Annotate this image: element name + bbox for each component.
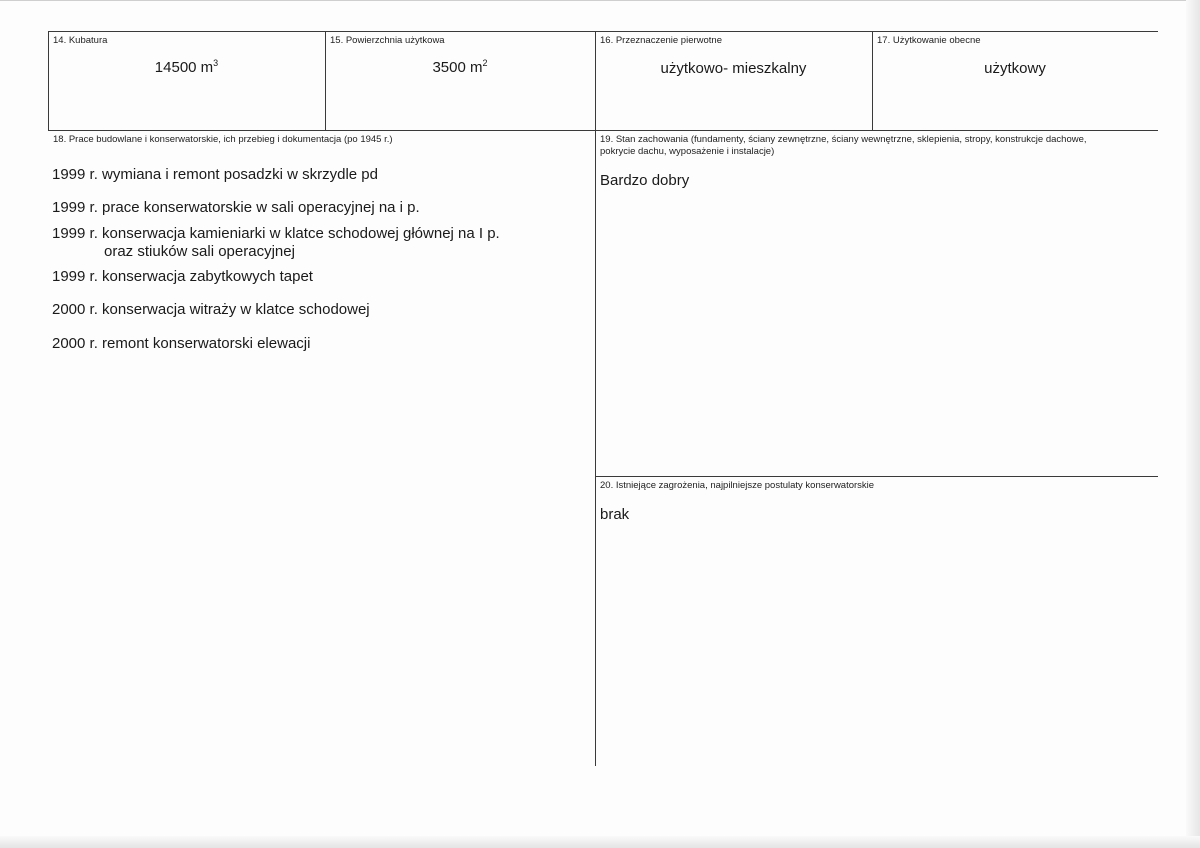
form-left-border	[48, 31, 49, 131]
field-label-powierzchnia: 15. Powierzchnia użytkowa	[330, 35, 445, 46]
field-label-uzytkowanie: 17. Użytkowanie obecne	[877, 35, 981, 46]
prace-entry	[52, 225, 500, 261]
field-label-stan: 19. Stan zachowania (fundamenty, ściany zewnętrzne, ściany wewnętrzne, sklepienia, stropy, konstrukcje dachowe, pokrycie dachu, wyposażenie i instalacje)	[600, 134, 1087, 157]
scan-edge-right	[1186, 0, 1200, 848]
field-value-stan: Bardzo dobry	[600, 172, 690, 189]
field-value-kubatura: 14500 $m^3$	[154, 58, 219, 76]
col-divider-14-15	[325, 31, 326, 131]
field-value-zagrozenia: brak	[600, 506, 630, 523]
unit-exponent: 2	[482, 58, 488, 68]
field-value-uzytkowanie: użytkowy	[984, 60, 1046, 77]
field-label-kubatura: 14. Kubatura	[53, 35, 108, 46]
prace-entry-continuation: oraz stiuków sali operacyjnej	[104, 243, 295, 260]
prace-entry: 2000 r. konserwacja witraży w klatce schodowej	[52, 301, 370, 318]
prace-entry: 1999 r. prace konserwatorskie w sali operacyjnej na i p.	[52, 199, 420, 216]
col-divider-main	[595, 31, 596, 766]
col-divider-16-17	[872, 31, 873, 131]
field-label-prace: 18. Prace budowlane i konserwatorskie, ich przebieg i dokumentacja (po 1945 r.)	[53, 134, 393, 145]
unit-exponent: 3	[213, 58, 219, 68]
form-top-border	[48, 31, 1158, 32]
field-value-przeznaczenie: użytkowo- mieszkalny	[660, 60, 807, 77]
prace-entry: 2000 r. remont konserwatorski elewacji	[52, 335, 311, 352]
field-label-przeznaczenie: 16. Przeznaczenie pierwotne	[600, 35, 722, 46]
page-top-edge	[0, 0, 1186, 1]
scan-edge-bottom	[0, 836, 1200, 848]
prace-entry: 1999 r. wymiana i remont posadzki w skrzydle pd	[52, 166, 378, 183]
prace-entry-text: 1999 r. konserwacja kamieniarki w klatce schodowej głównej na I p.	[52, 225, 500, 242]
prace-entry: 1999 r. konserwacja zabytkowych tapet	[52, 268, 313, 285]
field-value-powierzchnia: 3500 $m^2$	[432, 58, 488, 76]
field-label-zagrozenia: 20. Istniejące zagrożenia, najpilniejsze postulaty konserwatorskie	[600, 480, 875, 491]
row-divider-2	[595, 476, 1158, 477]
row-divider-1	[48, 130, 1158, 131]
